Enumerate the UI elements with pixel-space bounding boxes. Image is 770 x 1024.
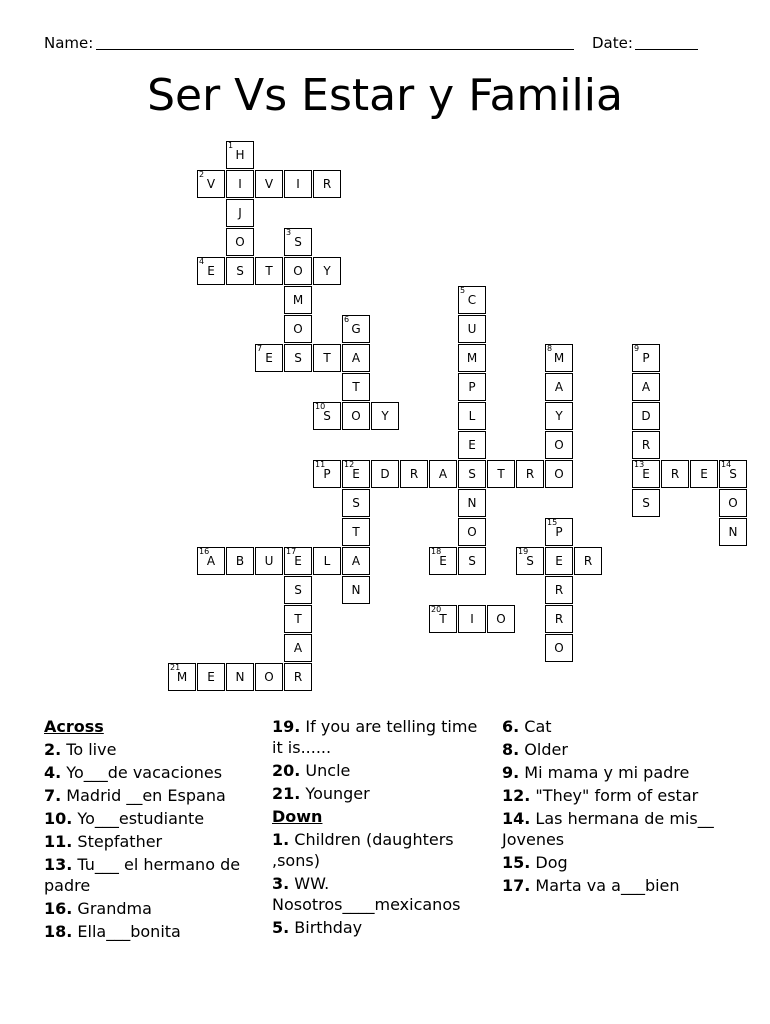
cell-letter: O [554, 641, 564, 655]
grid-cell[interactable] [545, 460, 573, 488]
cell-letter: O [293, 322, 303, 336]
cell-letter: N [467, 496, 477, 510]
cell-letter: E [265, 351, 273, 365]
grid-cell[interactable] [574, 547, 602, 575]
cell-letter: A [351, 351, 361, 365]
clue-number-label: 19. [272, 717, 301, 736]
cell-letter: O [264, 670, 274, 684]
cell-letter: T [497, 467, 505, 481]
clue-item [44, 854, 256, 896]
grid-cell[interactable] [255, 257, 283, 285]
cell-letter: T [352, 380, 360, 394]
cell-letter: S [323, 409, 331, 423]
clue-number: 5 [460, 286, 466, 295]
cell-letter: R [322, 177, 332, 191]
grid-cell[interactable] [226, 663, 254, 691]
cell-letter: O [351, 409, 361, 423]
cell-letter: A [554, 380, 564, 394]
clue-number-label: 18. [44, 922, 73, 941]
grid-cell[interactable] [632, 431, 660, 459]
cell-letter: O [496, 612, 506, 626]
cell-letter: U [264, 554, 274, 568]
grid-cell[interactable] [284, 257, 312, 285]
grid-cell[interactable] [371, 402, 399, 430]
grid-cell[interactable] [226, 228, 254, 256]
clue-text: "They" form of estar [530, 786, 699, 805]
clue-text: Mi mama y mi padre [519, 763, 690, 782]
cell-letter: T [294, 612, 302, 626]
grid-cell[interactable] [197, 663, 225, 691]
clue-number-label: 9. [502, 763, 520, 782]
cell-letter: S [729, 467, 737, 481]
grid-cell[interactable] [458, 402, 486, 430]
grid-cell[interactable] [255, 344, 283, 372]
grid-cell[interactable] [226, 547, 254, 575]
cell-letter: L [468, 409, 476, 423]
grid-cell[interactable] [458, 518, 486, 546]
grid-cell[interactable] [632, 489, 660, 517]
grid-cell[interactable] [719, 518, 747, 546]
grid-cell[interactable] [284, 286, 312, 314]
clue-item [44, 739, 256, 760]
grid-cell[interactable] [545, 373, 573, 401]
grid-cell[interactable] [284, 605, 312, 633]
grid-cell[interactable] [487, 605, 515, 633]
clue-item [272, 873, 490, 915]
clue-number-label: 14. [502, 809, 531, 828]
grid-cell[interactable] [458, 431, 486, 459]
cell-letter: T [439, 612, 447, 626]
cell-letter: S [642, 496, 650, 510]
grid-cell[interactable] [429, 547, 457, 575]
cell-letter: E [555, 554, 563, 568]
cell-letter: Y [323, 264, 331, 278]
date-label: Date: [592, 34, 633, 52]
clue-number-label: 11. [44, 832, 73, 851]
cell-letter: V [206, 177, 216, 191]
clues-column-1 [44, 716, 256, 944]
grid-cell[interactable] [226, 141, 254, 169]
grid-cell[interactable] [284, 576, 312, 604]
grid-cell[interactable] [197, 547, 225, 575]
grid-cell[interactable] [545, 402, 573, 430]
clue-number: 15 [547, 518, 558, 527]
grid-cell[interactable] [168, 663, 196, 691]
clue-number-label: 15. [502, 853, 531, 872]
clue-number: 11 [315, 460, 326, 469]
clue-item [272, 760, 490, 781]
clue-item [502, 739, 732, 760]
clue-item [44, 808, 256, 829]
grid-cell[interactable] [255, 170, 283, 198]
grid-cell[interactable] [197, 170, 225, 198]
cell-letter: I [238, 177, 242, 191]
grid-cell[interactable] [719, 460, 747, 488]
grid-cell[interactable] [458, 605, 486, 633]
clue-heading: Down [272, 807, 323, 826]
clue-item [502, 852, 732, 873]
grid-cell[interactable] [342, 373, 370, 401]
clue-number-label: 3. [272, 874, 290, 893]
cell-letter: M [553, 351, 565, 365]
cell-letter: R [670, 467, 680, 481]
clue-text: Marta va a___bien [530, 876, 680, 895]
cell-letter: E [468, 438, 476, 452]
cell-letter: I [296, 177, 300, 191]
cell-letter: P [323, 467, 331, 481]
cell-letter: E [294, 554, 302, 568]
clue-number: 2 [199, 170, 205, 179]
clue-text: Children (daughters ,sons) [272, 830, 454, 870]
grid-cell[interactable] [661, 460, 689, 488]
cell-letter: O [235, 235, 245, 249]
cell-letter: R [641, 438, 651, 452]
cell-letter: P [642, 351, 650, 365]
clue-item [272, 917, 490, 938]
cell-letter: V [264, 177, 274, 191]
clue-number: 18 [431, 547, 442, 556]
clue-number-label: 7. [44, 786, 62, 805]
grid-cell[interactable] [458, 489, 486, 517]
clue-item [272, 716, 490, 758]
clue-text: Las hermana de mis__ Jovenes [502, 809, 714, 849]
clue-number: 20 [431, 605, 442, 614]
cell-letter: A [438, 467, 448, 481]
grid-cell[interactable] [342, 576, 370, 604]
clue-number: 12 [344, 460, 355, 469]
clue-text: Madrid __en Espana [61, 786, 226, 805]
grid-cell[interactable] [458, 373, 486, 401]
grid-cell[interactable] [284, 315, 312, 343]
clue-number: 7 [257, 344, 263, 353]
grid-cell[interactable] [545, 576, 573, 604]
cell-letter: S [294, 583, 302, 597]
clue-number: 13 [634, 460, 645, 469]
grid-cell[interactable] [342, 489, 370, 517]
page-title: Ser Vs Estar y Familia [147, 70, 623, 121]
cell-letter: I [470, 612, 474, 626]
clue-number-label: 6. [502, 717, 520, 736]
cell-letter: N [728, 525, 738, 539]
clue-item [502, 762, 732, 783]
cell-letter: O [467, 525, 477, 539]
clue-number: 8 [547, 344, 553, 353]
clue-item [44, 898, 256, 919]
clue-number-label: 21. [272, 784, 301, 803]
grid-cell[interactable] [458, 286, 486, 314]
cell-letter: T [323, 351, 331, 365]
cell-letter: R [293, 670, 303, 684]
clue-number: 14 [721, 460, 732, 469]
grid-cell[interactable] [458, 547, 486, 575]
clue-number: 17 [286, 547, 297, 556]
grid-cell[interactable] [545, 605, 573, 633]
clue-text: Yo___de vacaciones [61, 763, 223, 782]
grid-cell[interactable] [632, 460, 660, 488]
cell-letter: S [468, 554, 476, 568]
clue-number-label: 2. [44, 740, 62, 759]
grid-cell[interactable] [284, 228, 312, 256]
clue-text: Tu___ el hermano de padre [44, 855, 241, 895]
grid-cell[interactable] [516, 547, 544, 575]
clue-item [272, 829, 490, 871]
cell-letter: R [409, 467, 419, 481]
cell-letter: E [439, 554, 447, 568]
clue-item [502, 875, 732, 896]
grid-cell[interactable] [284, 547, 312, 575]
cell-letter: A [351, 554, 361, 568]
grid-cell[interactable] [313, 170, 341, 198]
cell-letter: D [380, 467, 390, 481]
cell-letter: O [554, 467, 564, 481]
cell-letter: Y [555, 409, 563, 423]
cell-letter: R [525, 467, 535, 481]
grid-cell[interactable] [226, 257, 254, 285]
clue-number-label: 13. [44, 855, 73, 874]
clue-number: 21 [170, 663, 181, 672]
cell-letter: O [293, 264, 303, 278]
cell-letter: E [642, 467, 650, 481]
grid-cell[interactable] [313, 460, 341, 488]
clue-text: Younger [300, 784, 370, 803]
cell-letter: H [235, 148, 245, 162]
grid-cell[interactable] [313, 257, 341, 285]
grid-cell[interactable] [313, 547, 341, 575]
cell-letter: S [468, 467, 476, 481]
cell-letter: S [294, 235, 302, 249]
clue-item [502, 785, 732, 806]
grid-cell[interactable] [342, 547, 370, 575]
grid-cell[interactable] [545, 344, 573, 372]
cell-letter: T [352, 525, 360, 539]
cell-letter: P [555, 525, 563, 539]
clue-number-label: 8. [502, 740, 520, 759]
grid-cell[interactable] [342, 344, 370, 372]
cell-letter: E [700, 467, 708, 481]
clue-text: Stepfather [72, 832, 163, 851]
clue-text: Yo___estudiante [72, 809, 205, 828]
cell-letter: M [292, 293, 304, 307]
clue-number: 3 [286, 228, 292, 237]
grid-cell[interactable] [429, 460, 457, 488]
grid-cell[interactable] [284, 344, 312, 372]
clue-text: WW. Nosotros____mexicanos [272, 874, 461, 914]
grid-cell[interactable] [342, 315, 370, 343]
clue-text: If you are telling time it is...... [272, 717, 478, 757]
cell-letter: N [235, 670, 245, 684]
cell-letter: P [468, 380, 476, 394]
grid-cell[interactable] [516, 460, 544, 488]
cell-letter: S [352, 496, 360, 510]
grid-cell[interactable] [545, 547, 573, 575]
cell-letter: R [554, 583, 564, 597]
cell-letter: O [554, 438, 564, 452]
clue-item [44, 831, 256, 852]
clue-number-label: 5. [272, 918, 290, 937]
clue-text: To live [61, 740, 117, 759]
clue-item [502, 716, 732, 737]
grid-cell[interactable] [226, 199, 254, 227]
cell-letter: D [641, 409, 651, 423]
cell-letter: B [235, 554, 245, 568]
clue-text: Dog [530, 853, 568, 872]
clue-text: Birthday [289, 918, 363, 937]
clue-number-label: 12. [502, 786, 531, 805]
clue-text: Older [519, 740, 568, 759]
grid-cell[interactable] [284, 634, 312, 662]
clue-number: 1 [228, 141, 234, 150]
cell-letter: R [583, 554, 593, 568]
grid-cell[interactable] [545, 518, 573, 546]
clue-number-label: 17. [502, 876, 531, 895]
grid-cell[interactable] [632, 402, 660, 430]
clue-number: 4 [199, 257, 205, 266]
grid-cell[interactable] [313, 402, 341, 430]
grid-cell[interactable] [400, 460, 428, 488]
cell-letter: L [323, 554, 331, 568]
grid-cell[interactable] [226, 170, 254, 198]
grid-cell[interactable] [545, 431, 573, 459]
clue-item [502, 808, 732, 850]
cell-letter: R [554, 612, 564, 626]
grid-cell[interactable] [255, 547, 283, 575]
cell-letter: U [467, 322, 477, 336]
grid-cell[interactable] [458, 315, 486, 343]
grid-cell[interactable] [458, 460, 486, 488]
cell-letter: N [351, 583, 361, 597]
cell-letter: G [351, 322, 361, 336]
clue-number-label: 1. [272, 830, 290, 849]
cell-letter: E [207, 670, 215, 684]
grid-cell[interactable] [342, 402, 370, 430]
cell-letter: E [352, 467, 360, 481]
grid-cell[interactable] [342, 518, 370, 546]
grid-cell[interactable] [371, 460, 399, 488]
clue-item [272, 783, 490, 804]
clue-item [44, 762, 256, 783]
clue-number: 10 [315, 402, 326, 411]
grid-cell[interactable] [197, 257, 225, 285]
clues-column-3 [502, 716, 732, 898]
name-label: Name: [44, 34, 94, 52]
clue-item [44, 785, 256, 806]
cell-letter: A [206, 554, 216, 568]
cell-letter: O [728, 496, 738, 510]
grid-cell[interactable] [719, 489, 747, 517]
grid-cell[interactable] [632, 373, 660, 401]
cell-letter: Y [381, 409, 389, 423]
grid-cell[interactable] [313, 344, 341, 372]
clue-heading: Across [44, 717, 104, 736]
cell-letter: S [526, 554, 534, 568]
clue-text: Cat [519, 717, 552, 736]
clue-number: 19 [518, 547, 529, 556]
clue-number-label: 10. [44, 809, 73, 828]
grid-cell[interactable] [690, 460, 718, 488]
grid-cell[interactable] [632, 344, 660, 372]
clue-text: Uncle [300, 761, 351, 780]
clues-column-2 [272, 716, 490, 940]
cell-letter: M [466, 351, 478, 365]
grid-cell[interactable] [458, 344, 486, 372]
clue-number-label: 16. [44, 899, 73, 918]
cell-letter: S [294, 351, 302, 365]
clue-text: Ella___bonita [72, 922, 181, 941]
grid-cell[interactable] [429, 605, 457, 633]
grid-cell[interactable] [284, 663, 312, 691]
cell-letter: A [641, 380, 651, 394]
grid-cell[interactable] [545, 634, 573, 662]
clue-number: 16 [199, 547, 210, 556]
cell-letter: S [236, 264, 244, 278]
grid-cell[interactable] [342, 460, 370, 488]
grid-cell[interactable] [284, 170, 312, 198]
grid-cell[interactable] [487, 460, 515, 488]
cell-letter: A [293, 641, 303, 655]
clue-text: Grandma [72, 899, 152, 918]
clue-number: 9 [634, 344, 640, 353]
cell-letter: C [467, 293, 477, 307]
clue-item [44, 921, 256, 942]
clue-number-label: 20. [272, 761, 301, 780]
cell-letter: M [176, 670, 188, 684]
cell-letter: E [207, 264, 215, 278]
cell-letter: T [265, 264, 273, 278]
clue-number: 6 [344, 315, 350, 324]
cell-letter: J [238, 206, 242, 220]
clue-number-label: 4. [44, 763, 62, 782]
grid-cell[interactable] [255, 663, 283, 691]
